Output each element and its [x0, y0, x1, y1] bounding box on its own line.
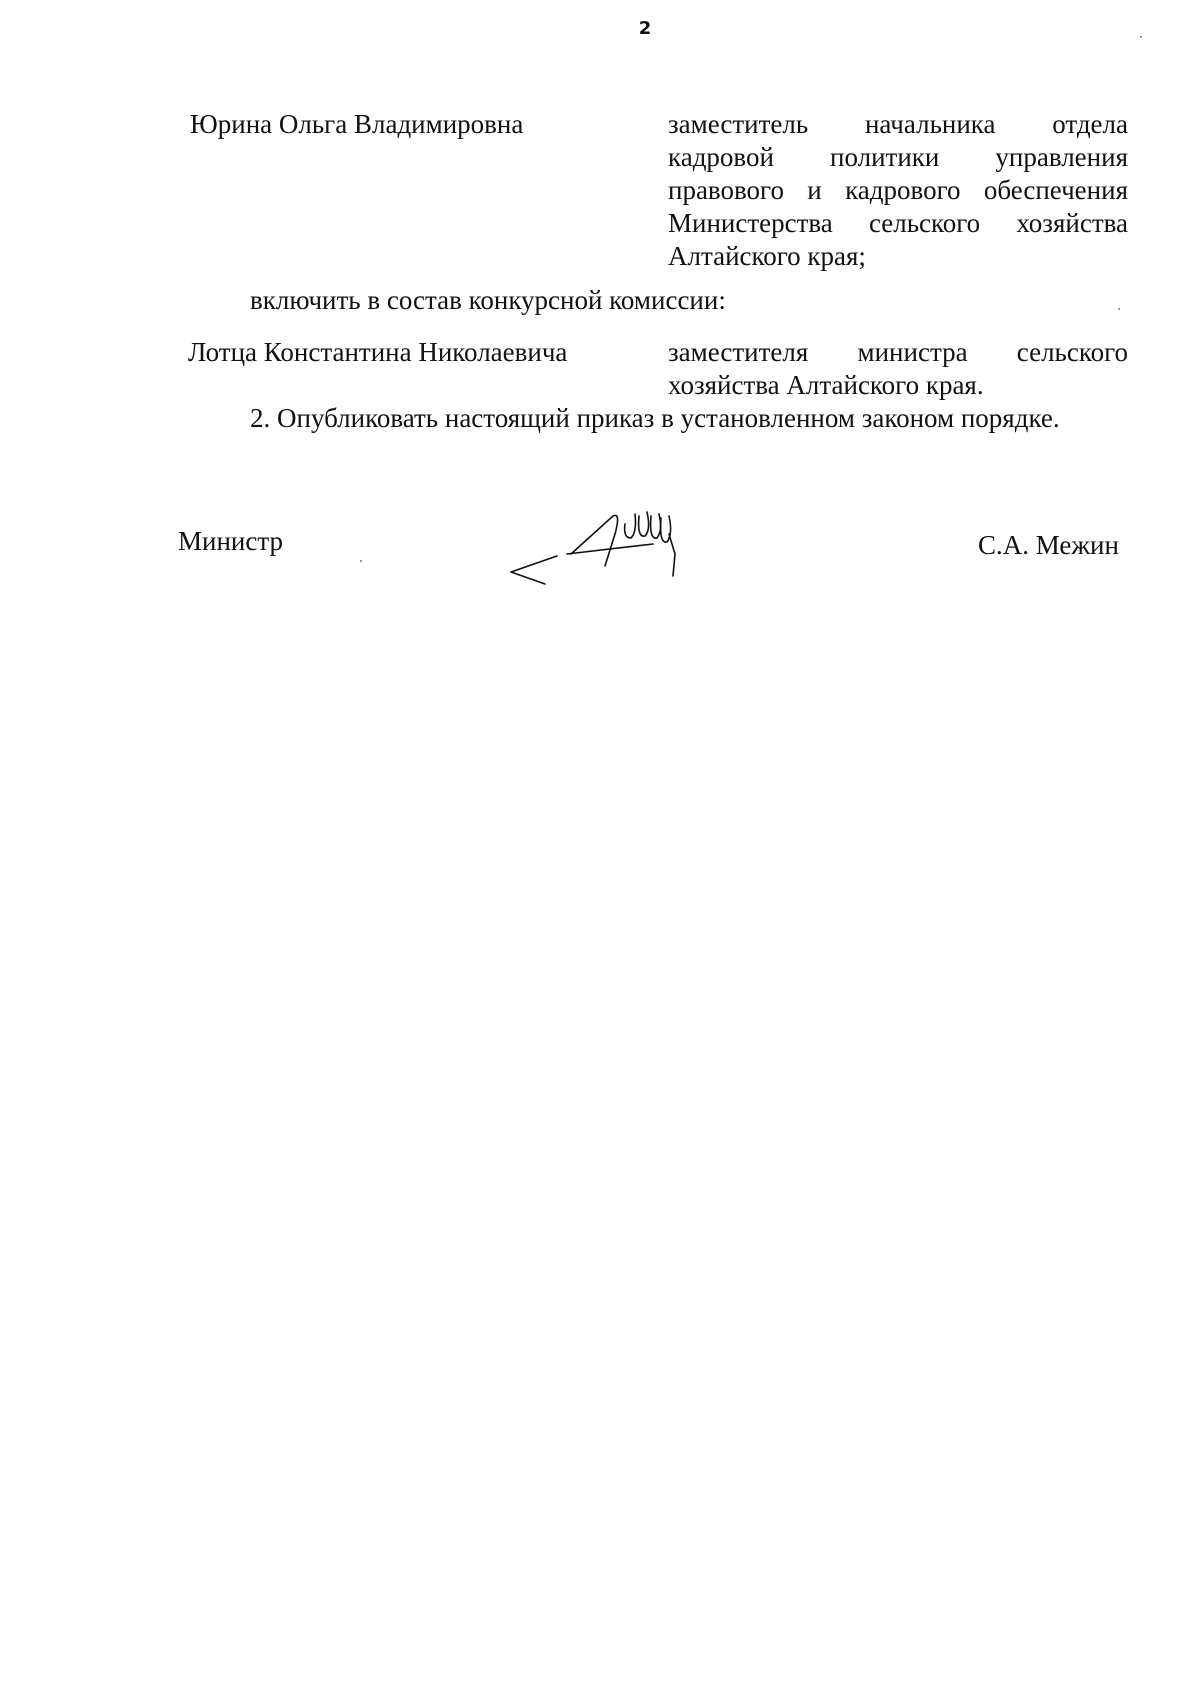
signatory-name: С.А. Межин [978, 530, 1119, 560]
position-line: Алтайского края; [668, 241, 866, 271]
member-name: Лотца Константина Николаевича [188, 337, 568, 367]
member-position [668, 108, 1128, 273]
scan-speck [360, 560, 362, 562]
member-position [668, 336, 1128, 402]
position-line: правового и кадрового обеспечения [668, 175, 1128, 205]
member-name: Юрина Ольга Владимировна [190, 109, 524, 139]
position-line: Министерства сельского хозяйства [668, 208, 1128, 238]
page-number: 2 [638, 18, 652, 39]
position-line: заместителя министра сельского [668, 337, 1128, 367]
signature-block [0, 520, 1200, 600]
position-line: хозяйства Алтайского края. [668, 370, 984, 400]
scan-speck [1140, 36, 1142, 38]
handwritten-signature-icon [505, 494, 735, 594]
signatory-title: Министр [178, 526, 283, 556]
include-heading: включить в состав конкурсной комиссии: [250, 285, 726, 315]
position-line: кадровой политики управления [668, 142, 1128, 172]
scan-speck [1118, 308, 1120, 310]
position-line: заместитель начальника отдела [668, 109, 1128, 139]
item-2-paragraph: 2. Опубликовать настоящий приказ в установленном законом порядке. [250, 403, 1060, 433]
